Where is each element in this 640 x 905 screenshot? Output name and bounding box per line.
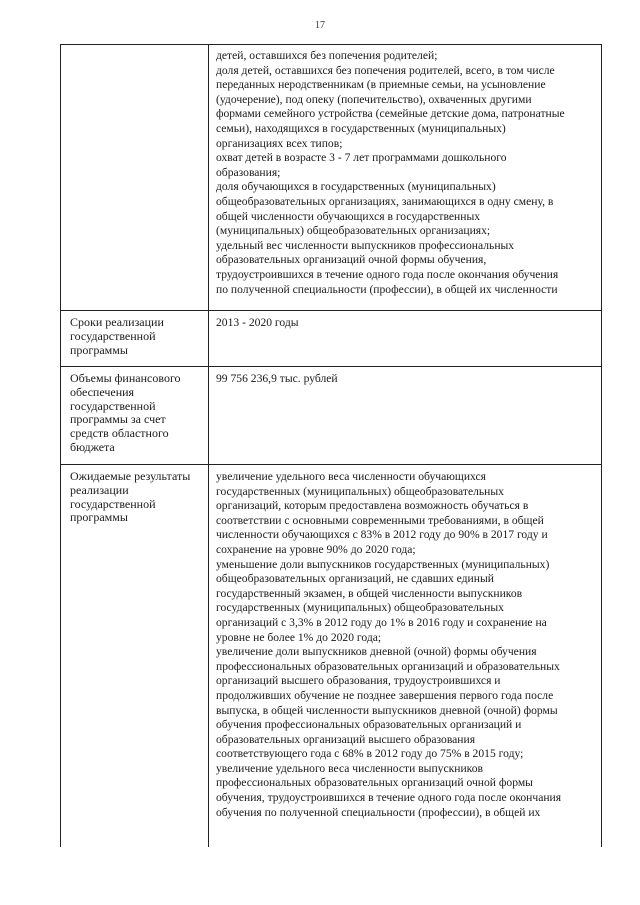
column-divider	[208, 366, 209, 464]
row-label-expected-results	[70, 470, 202, 525]
table-row-financing	[61, 366, 601, 465]
column-divider	[208, 464, 209, 847]
label-line: бюджета	[70, 439, 115, 454]
text-line: (удочерение), под опеку (попечительство), охваченных другими	[216, 92, 532, 106]
page-number: 17	[315, 20, 325, 31]
text-line: общей численности обучающихся в государственных	[216, 209, 481, 223]
text-line: доля обучающихся в государственных (муниципальных)	[216, 180, 496, 194]
text-line: (муниципальных) общеобразовательных организациях;	[216, 224, 491, 238]
column-divider	[208, 310, 209, 366]
text-line: образовательных организаций высшего образования	[216, 732, 476, 746]
text-line: организациях всех типов;	[216, 136, 343, 150]
label-line: средств областного	[70, 426, 169, 441]
row-label-financing	[70, 372, 202, 455]
text-line: семьи), находящихся в государственных (муниципальных)	[216, 121, 506, 135]
text-line: выпуска, в общей численности выпускников дневной (очной) формы	[216, 703, 558, 717]
column-divider	[208, 45, 209, 310]
financing-text	[216, 372, 596, 387]
indicators-text	[216, 49, 596, 297]
text-line: 2013 - 2020 годы	[216, 316, 299, 329]
text-line: организаций высшего образования, трудоустроившихся и	[216, 674, 501, 688]
text-line: профессиональных образовательных организаций очной формы	[216, 776, 533, 790]
label-line: реализации	[70, 482, 129, 497]
text-line: увеличение удельного веса численности обучающихся	[216, 470, 486, 483]
text-line: государственных (муниципальных) общеобразовательных	[216, 601, 504, 615]
text-line: уровне не более 1% до 2020 года;	[216, 630, 382, 644]
text-line: по полученной специальности (профессии), в общей их численности	[216, 282, 558, 296]
text-line: переданных неродственникам (в приемные семьи, на усыновление	[216, 78, 546, 92]
label-line: программы за счет	[70, 412, 166, 427]
text-line: уменьшение доли выпускников государственных (муниципальных)	[216, 557, 550, 571]
table-row-timeline	[61, 310, 601, 367]
text-line: обучения профессиональных образовательных организаций и	[216, 718, 522, 732]
label-line: государственной	[70, 328, 156, 343]
text-line: государственный экзамен, в общей численности выпускников	[216, 586, 523, 600]
text-line: численности обучающихся с 83% в 2012 году до 90% в 2017 году и	[216, 528, 548, 542]
text-line: детей, оставшихся без попечения родителей;	[216, 49, 438, 62]
timeline-text	[216, 316, 596, 331]
text-line: сохранение на уровне 90% до 2020 года;	[216, 542, 416, 556]
text-line: обучения, трудоустроившихся в течение одного года после окончания	[216, 791, 562, 805]
text-line: формами семейного устройства (семейные детские дома, патронатные	[216, 107, 565, 121]
text-line: организаций с 3,3% в 2012 году до 1% в 2016 году и сохранение на	[216, 615, 547, 629]
label-line: Сроки реализации	[70, 315, 164, 329]
text-line: увеличение удельного веса численности выпускников	[216, 761, 483, 775]
text-line: государственных (муниципальных) общеобразовательных	[216, 484, 504, 498]
text-line: охват детей в возрасте 3 - 7 лет программами дошкольного	[216, 151, 507, 165]
text-line: трудоустроившихся в течение одного года после окончания обучения	[216, 267, 559, 281]
text-line: профессиональных образовательных организаций и образовательных	[216, 659, 560, 673]
label-line: Ожидаемые результаты	[70, 469, 191, 483]
row-label-timeline	[70, 316, 202, 357]
label-line: государственной	[70, 496, 156, 511]
text-line: организаций, которым предоставлена возможность обучаться в	[216, 499, 529, 513]
text-line: образования;	[216, 165, 281, 179]
text-line: удельный вес численности выпускников профессиональных	[216, 238, 515, 252]
label-line: Объемы финансового	[70, 371, 181, 385]
text-line: продолживших обучение не позднее завершения первого года после	[216, 688, 554, 702]
table-row-expected-results	[61, 464, 601, 847]
text-line: образовательных организаций очной формы обучения,	[216, 253, 487, 267]
text-line: общеобразовательных организациях, занимающихся в одну смену, в	[216, 194, 554, 208]
label-line: государственной	[70, 398, 156, 413]
text-line: соответствии с основными современными требованиями, в общей	[216, 513, 544, 527]
text-line: доля детей, оставшихся без попечения родителей, всего, в том числе	[216, 63, 555, 77]
label-line: обеспечения	[70, 384, 135, 399]
program-passport-table	[60, 44, 602, 847]
text-line: увеличение доли выпускников дневной (очной) формы обучения	[216, 645, 537, 659]
label-line: программы	[70, 342, 128, 357]
text-line: общеобразовательных организаций, не сдавших единый	[216, 572, 494, 586]
expected-results-text	[216, 470, 596, 820]
label-line: программы	[70, 510, 128, 525]
text-line: 99 756 236,9 тыс. рублей	[216, 372, 338, 385]
text-line: соответствующего года с 68% в 2012 году до 75% в 2015 году;	[216, 747, 524, 761]
text-line: обучения по полученной специальности (профессии), в общей их	[216, 805, 541, 819]
table-row-indicators	[61, 45, 601, 311]
